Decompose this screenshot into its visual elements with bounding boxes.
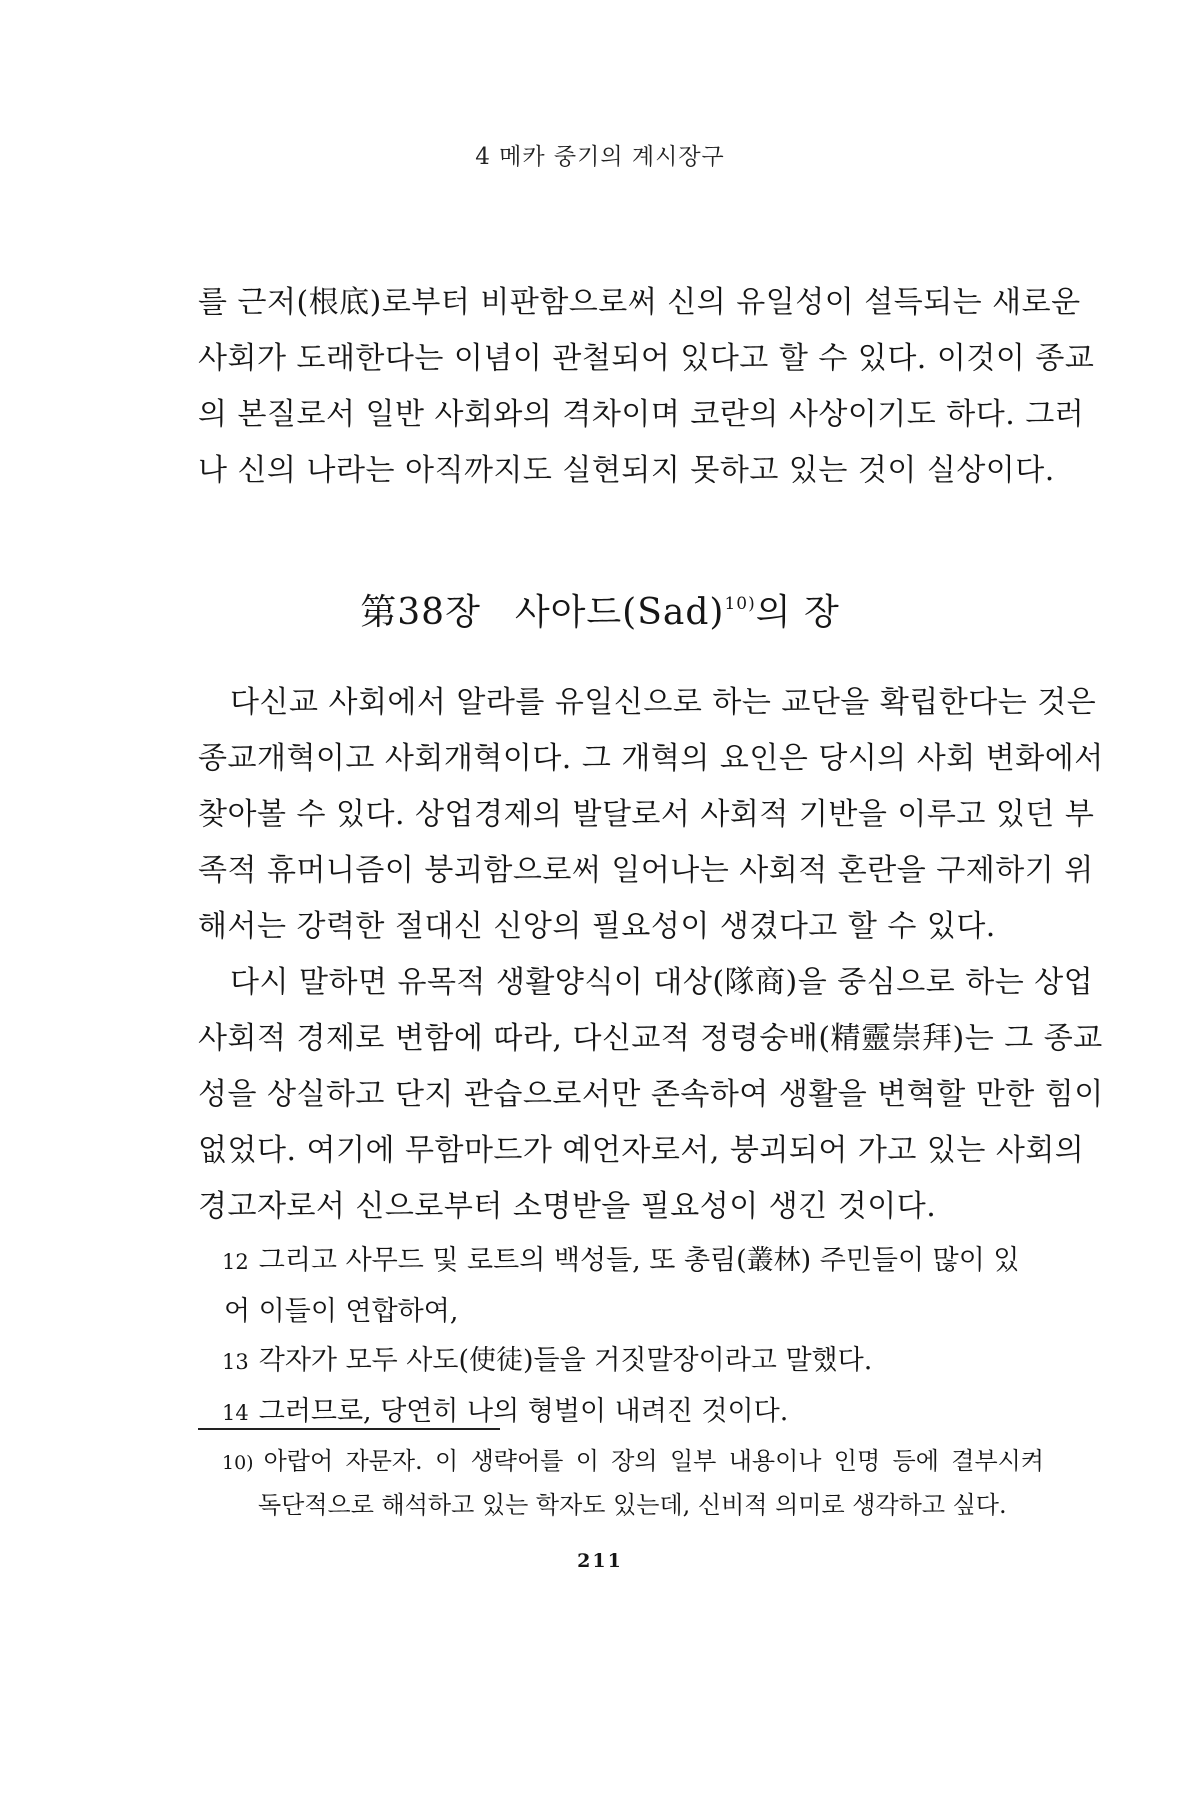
text-line: 사회적 경제로 변함에 따라, 다신교적 정령숭배(精靈崇拜)는 그 종교 — [198, 1021, 1103, 1056]
verse-text: 그러므로, 당연히 나의 형벌이 내려진 것이다. — [258, 1396, 789, 1427]
text-line: 나 신의 나라는 아직까지도 실현되지 못하고 있는 것이 실상이다. — [198, 453, 1055, 488]
verse-number: 12 — [222, 1250, 249, 1274]
verse-text: 그리고 사무드 및 로트의 백성들, 또 총림(叢林) 주민들이 많이 있 — [258, 1245, 1020, 1276]
footnote-reference: 10) — [724, 594, 756, 614]
chapter-heading — [0, 584, 1200, 635]
body-text — [198, 675, 1104, 1235]
footnote-divider — [198, 1428, 500, 1430]
verse-number: 13 — [222, 1350, 249, 1374]
footnote — [222, 1440, 1044, 1526]
text-line: 족적 휴머니즘이 붕괴함으로써 일어나는 사회적 혼란을 구제하기 위 — [198, 853, 1094, 888]
text-line: 사회가 도래한다는 이념이 관철되어 있다고 할 수 있다. 이것이 종교 — [198, 341, 1095, 376]
footnote-number: 10) — [222, 1452, 254, 1474]
verse-number: 14 — [222, 1401, 249, 1425]
verse-continuation: 어 이들이 연합하여, — [224, 1296, 459, 1327]
text-line: 경고자로서 신으로부터 소명받을 필요성이 생긴 것이다. — [198, 1189, 937, 1224]
verse-list — [222, 1236, 1042, 1438]
footnote-line — [222, 1440, 1044, 1484]
intro-paragraph — [198, 275, 1095, 499]
text-line: 다시 말하면 유목적 생활양식이 대상(隊商)을 중심으로 하는 상업 — [230, 965, 1094, 1000]
page-number: 211 — [577, 1550, 623, 1572]
text-line: 찾아볼 수 있다. 상업경제의 발달로서 사회적 기반을 이루고 있던 부 — [198, 797, 1095, 832]
footnote-line: 독단적으로 해석하고 있는 학자도 있는데, 신비적 의미로 생각하고 싶다. — [258, 1491, 1007, 1519]
verse — [222, 1336, 1042, 1387]
verse — [222, 1236, 1042, 1287]
verse-text: 각자가 모두 사도(使徒)들을 거짓말장이라고 말했다. — [258, 1345, 873, 1376]
running-head: 4 메카 중기의 계시장구 — [475, 144, 725, 170]
text-line: 없었다. 여기에 무함마드가 예언자로서, 붕괴되어 가고 있는 사회의 — [198, 1133, 1085, 1168]
text-line: 성을 상실하고 단지 관습으로서만 존속하여 생활을 변혁할 만한 힘이 — [198, 1077, 1104, 1112]
chapter-title: 사아드(Sad) — [514, 592, 725, 633]
chapter-number: 第38장 — [360, 592, 481, 633]
footnote-text: 아랍어 자문자. 이 생략어를 이 장의 일부 내용이나 인명 등에 결부시켜 — [263, 1447, 1044, 1475]
text-line: 를 근저(根底)로부터 비판함으로써 신의 유일성이 설득되는 새로운 — [198, 285, 1081, 320]
chapter-suffix: 의 장 — [755, 592, 840, 633]
text-line: 해서는 강력한 절대신 신앙의 필요성이 생겼다고 할 수 있다. — [198, 909, 996, 944]
text-line: 다신교 사회에서 알라를 유일신으로 하는 교단을 확립한다는 것은 — [230, 685, 1097, 720]
verse — [222, 1387, 1042, 1438]
text-line: 의 본질로서 일반 사회와의 격차이며 코란의 사상이기도 하다. 그러 — [198, 397, 1085, 432]
text-line: 종교개혁이고 사회개혁이다. 그 개혁의 요인은 당시의 사회 변화에서 — [198, 741, 1104, 776]
